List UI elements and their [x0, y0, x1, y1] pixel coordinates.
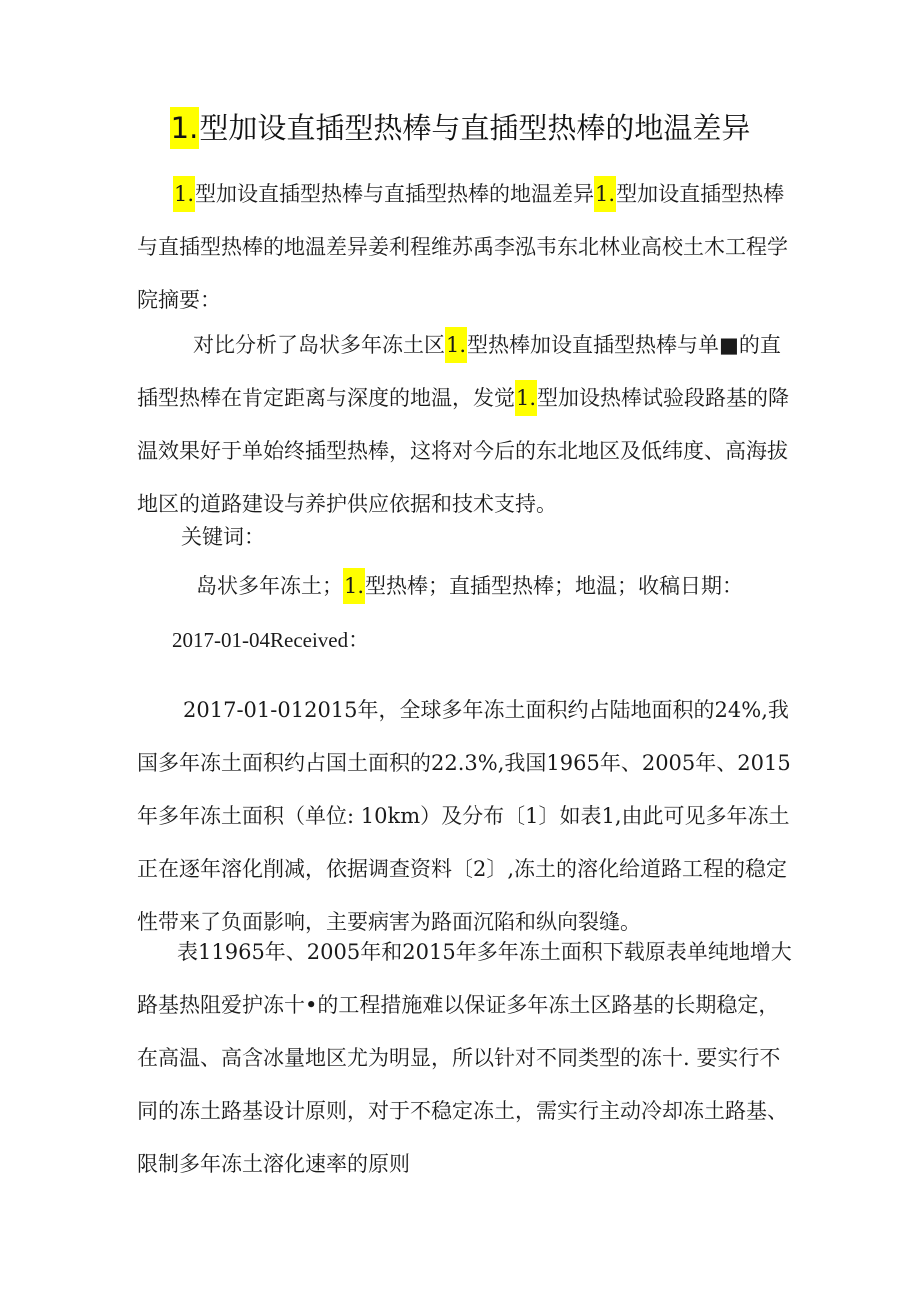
title-highlight-marker: 1. [170, 107, 200, 149]
keywords-text-1: 岛状多年冻土； [196, 574, 343, 598]
body-paragraph-2: 表11965年、2005年和2015年多年冻土面积下载原表单纯地增大路基热阻爱护冻十•的工程措施难以保证多年冻土区路基的长期稳定，在高温、高含冰量地区尤为明显，所以针对不同类型的冻十. 要实行不同的冻土路基设计原则，对于不稳定冻土，需实行主动冷却冻土路基、限制多年冻土溶化速率的原则 [137, 940, 792, 1176]
document-title [0, 108, 920, 148]
body-paragraph-1: 2017-01-012015年，全球多年冻土面积约占陆地面积的24%,我国多年冻土面积约占国土面积的22.3%,我国1965年、2005年、2015年多年冻土面积（单位: 10km）及分布〔1〕如表1,由此可见多年冻土正在逐年溶化削减，依据调查资料〔2〕,冻土的溶化给道路工程的稳定性带来了负面影响，主要病害为路面沉陷和纵向裂缝。 [137, 698, 791, 934]
abstract-text-3: 型加设热棒试验段路基的降温效果好于单始终插型热棒，这将对今后的东北地区及低纬度、高海拔地区的道路建设与养护供应依据和技术支持。 [137, 386, 790, 516]
intro-highlight-marker-1: 1. [173, 176, 195, 212]
intro-paragraph [137, 168, 797, 327]
keywords-highlight-marker: 1. [343, 568, 365, 604]
abstract-paragraph [137, 319, 797, 531]
intro-text-2: 型加设直插型热棒与直插型热棒的地温差异姜利程维苏禹李泓韦东北林业高校土木工程学院摘要： [137, 182, 788, 312]
intro-text-1: 型加设直插型热棒与直插型热棒的地温差异 [195, 182, 595, 206]
keywords-line [196, 560, 796, 613]
keywords-text-2: 型热棒；直插型热棒；地温；收稿日期： [365, 574, 744, 598]
intro-highlight-marker-2: 1. [594, 176, 616, 212]
abstract-text-1: 对比分析了岛状多年冻土区 [193, 333, 445, 357]
abstract-highlight-marker-1: 1. [445, 327, 467, 363]
title-text: 型加设直插型热棒与直插型热棒的地温差异 [199, 111, 751, 145]
abstract-highlight-marker-2: 1. [515, 380, 537, 416]
received-line: 2017-01-04Received： [172, 628, 370, 652]
abstract-text-2: 型热棒加设直插型热棒与单■的直插型热棒在肯定距离与深度的地温，发觉 [137, 333, 781, 410]
keywords-label: 关键词： [181, 525, 265, 549]
